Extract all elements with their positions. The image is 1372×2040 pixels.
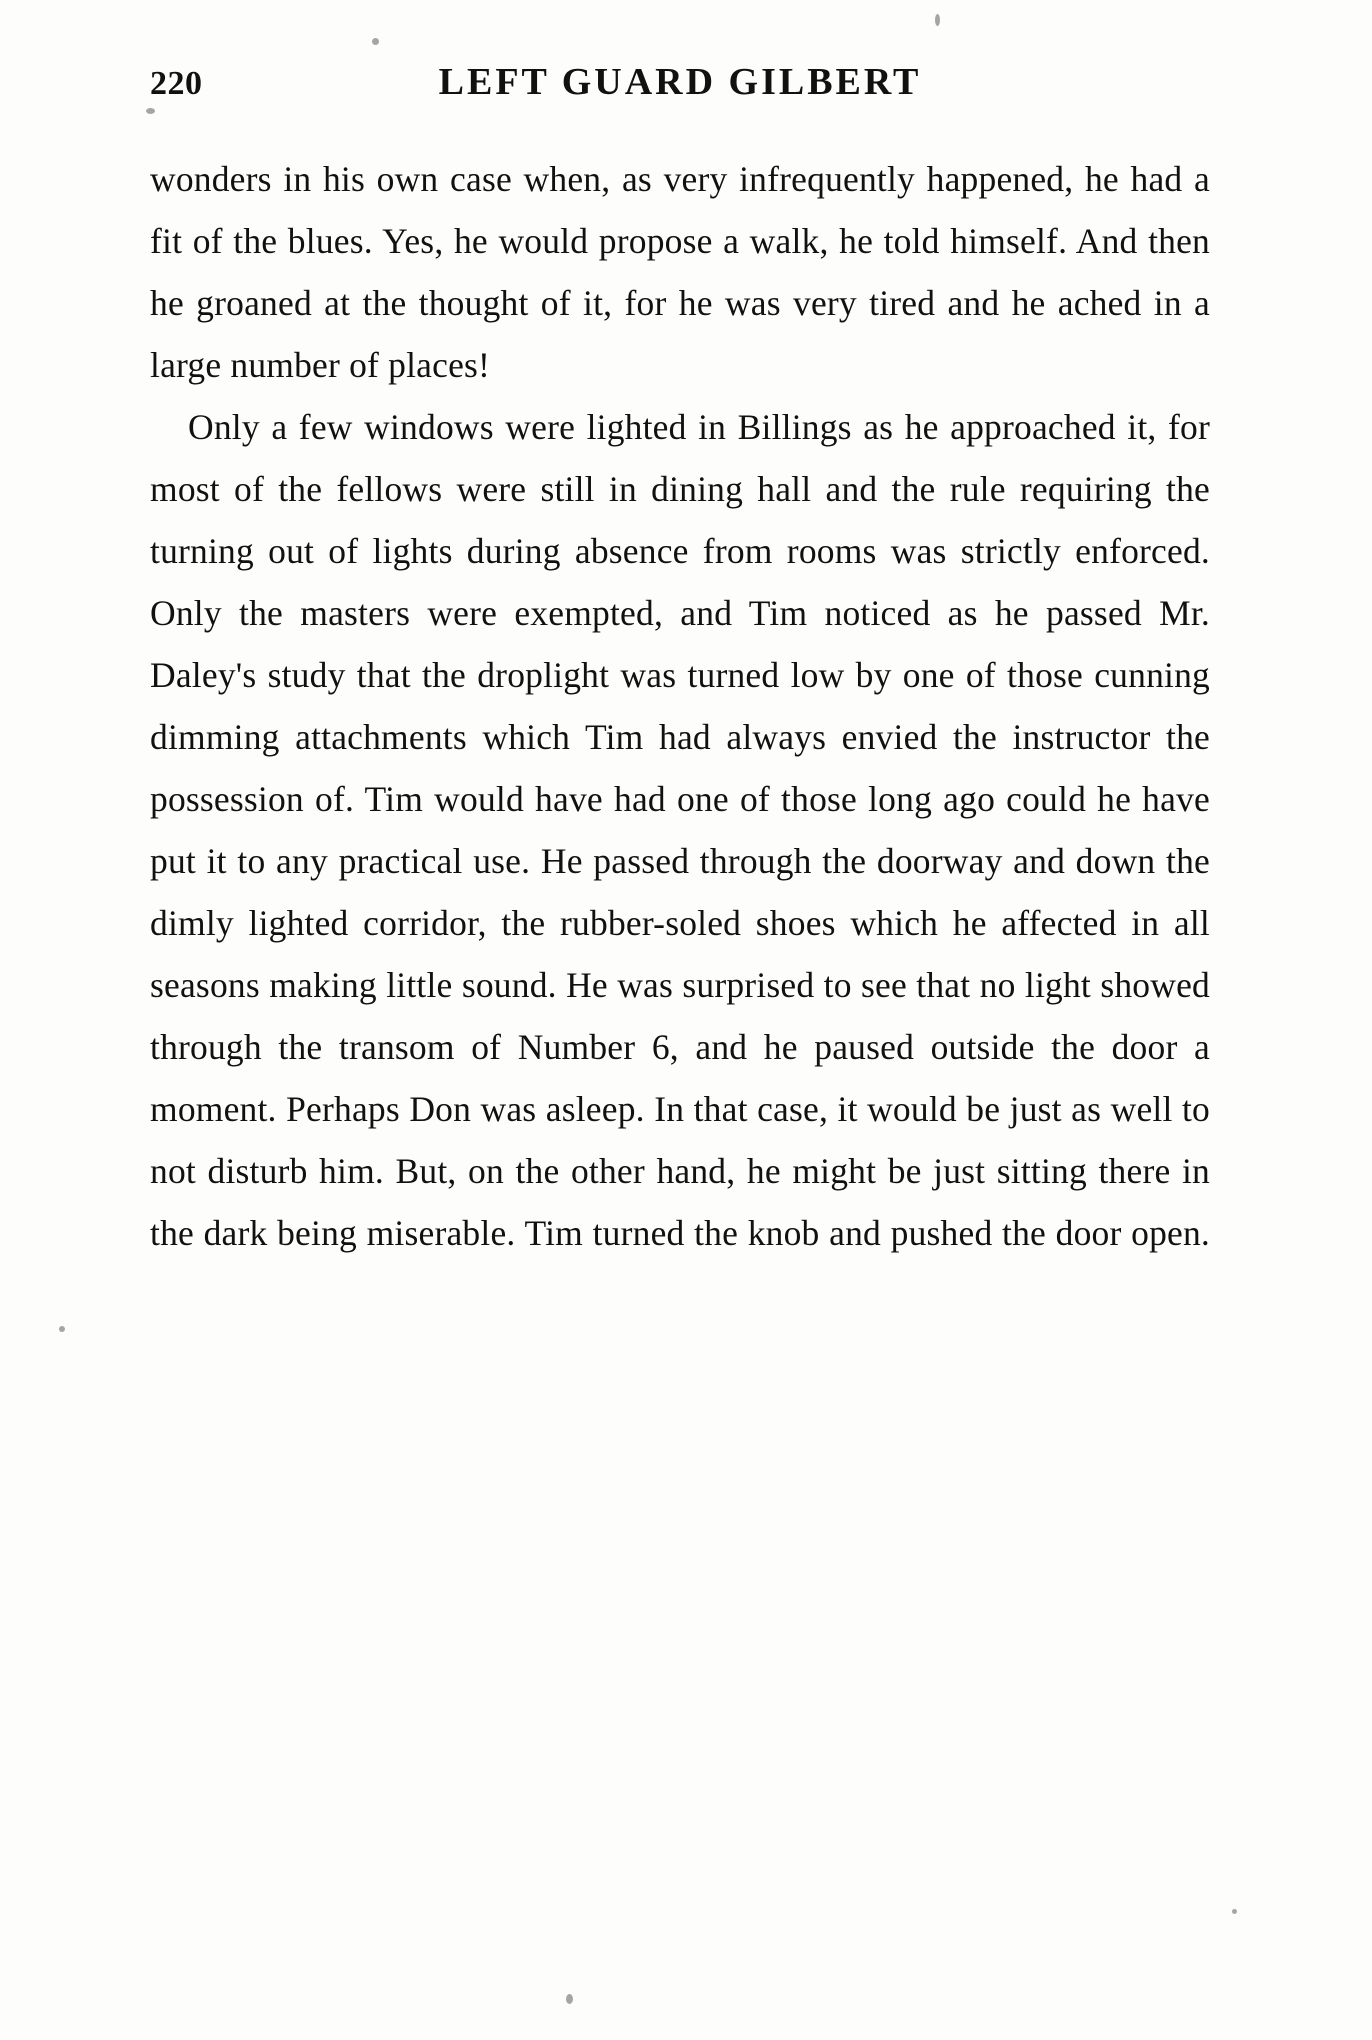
body-text: [150, 148, 1210, 1326]
page-speck: [935, 14, 940, 26]
paragraph: wonders in his own case when, as very infrequently happened, he had a fit of the blues. Yes, he would propose a walk, he told himself. And then he groaned at the thought of it, for he was very tired and he ached in a large number of places!: [150, 159, 1210, 385]
page-content: [150, 60, 1210, 1326]
paragraph: Only a few windows were lighted in Billings as he approached it, for most of the fellows were still in dining hall and the rule requiring the turning out of lights during absence from rooms was strictly enforced. Only the masters were exempted, and Tim noticed as he passed Mr. Daley's study that the droplight was turned low by one of those cunning dimming attachments which Tim had always envied the instructor the possession of. Tim would have had one of those long ago could he have put it to any practical use. He passed through the doorway and down the dimly lighted corridor, the rubber-soled shoes which he affected in all seasons making little sound. He was surprised to see that no light showed through the transom of Number 6, and he paused outside the door a moment. Perhaps Don was asleep. In that case, it would be just as well to not disturb him. But, on the other hand, he might be just sitting there in the dark being miserable. Tim turned the knob and pushed the door open.: [150, 407, 1210, 1253]
page-speck: [1232, 1909, 1237, 1914]
running-title: LEFT GUARD GILBERT: [438, 61, 922, 103]
page-number: 220: [150, 65, 203, 102]
page-speck: [59, 1326, 65, 1332]
page-speck: [372, 38, 379, 45]
page-header: [150, 60, 1210, 130]
page-speck: [566, 1994, 573, 2004]
